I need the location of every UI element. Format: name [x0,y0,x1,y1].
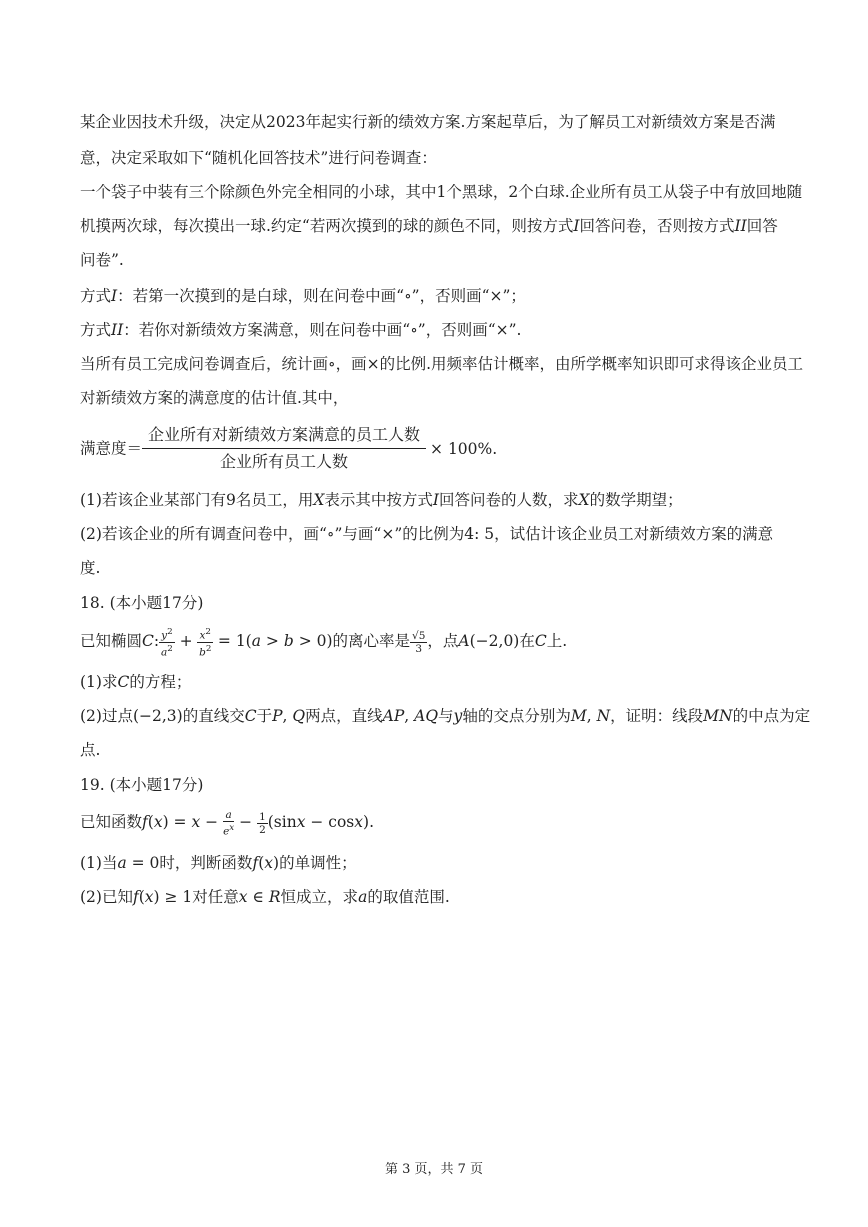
p18-question-2: (2)过点(−2,3)的直线交C于P, Q两点，直线AP, AQ与y轴的交点分别为M, N，证明：线段MN的中点为定 [80,707,811,725]
p17-line-1: 某企业因技术升级，决定从2023年起实行新的绩效方案.方案起草后，为了解员工对新绩效方案是否满 [80,113,776,131]
p17-line-4: 机摸两次球，每次摸出一球.约定“若两次摸到的球的颜色不同，则按方式I回答问卷，否则按方式II回答 [80,217,778,235]
p18-question-2-cont: 点. [80,741,101,759]
p17-method-2: 方式II：若你对新绩效方案满意，则在问卷中画“∘”，否则画“×”. [80,321,522,339]
p17-line-9: 对新绩效方案的满意度的估计值.其中， [80,389,349,407]
p17-method-1: 方式I：若第一次摸到的是白球，则在问卷中画“∘”，否则画“×”； [80,287,526,305]
p19-header: 19. (本小题17分) [80,776,204,794]
p19-line-1: 已知函数f(x) = x − $\frac{a}{e^x}$ − $\frac{1}{2}$ (sinx − cosx). [80,808,374,838]
p19-question-1: (1)当a = 0时，判断函数f(x)的单调性； [80,854,357,872]
formula-fraction: $\frac{\text{企业所有对新绩效方案满意的员工人数}}{\text{企业所有员工人数}}$ [142,424,426,473]
p17-line-2: 意，决定采取如下“随机化回答技术”进行问卷调查： [80,149,437,167]
p18-line-1: 已知椭圆C: $\frac{y^2}{a^2}$ + $\frac{x^2}{b^2}$ = 1(a > b > 0)的离心率是 $\frac{√5}{3}$ ，点A(−2,0)在C上. [80,627,568,658]
p17-question-2: (2)若该企业的所有调查问卷中，画“∘”与画“×”的比例为4: 5，试估计该企业员工对新绩效方案的满意 [80,525,774,543]
p17-question-1: (1)若该企业某部门有9名员工，用X表示其中按方式I回答问卷的人数，求X的数学期望； [80,491,683,509]
p17-question-2-cont: 度. [80,559,101,577]
p17-line-8: 当所有员工完成问卷调查后，统计画∘，画×的比例.用频率估计概率，由所学概率知识即可求得该企业员工 [80,355,804,373]
p17-line-3: 一个袋子中装有三个除颜色外完全相同的小球，其中1个黑球，2个白球.企业所有员工从袋子中有放回地随 [80,183,803,201]
page-footer: 第 3 页，共 7 页 [384,1162,484,1177]
p19-question-2: (2)已知f(x) ≥ 1对任意x ∈ R恒成立，求a的取值范围. [80,888,450,906]
satisfaction-formula: 满意度＝ $\frac{\text{企业所有对新绩效方案满意的员工人数}}{\text{企业所有员工人数}}$ × 100%. [80,425,498,471]
p18-question-1: (1)求C的方程； [80,673,192,691]
p17-line-5: 问卷”. [80,251,124,269]
p18-header: 18. (本小题17分) [80,594,204,612]
